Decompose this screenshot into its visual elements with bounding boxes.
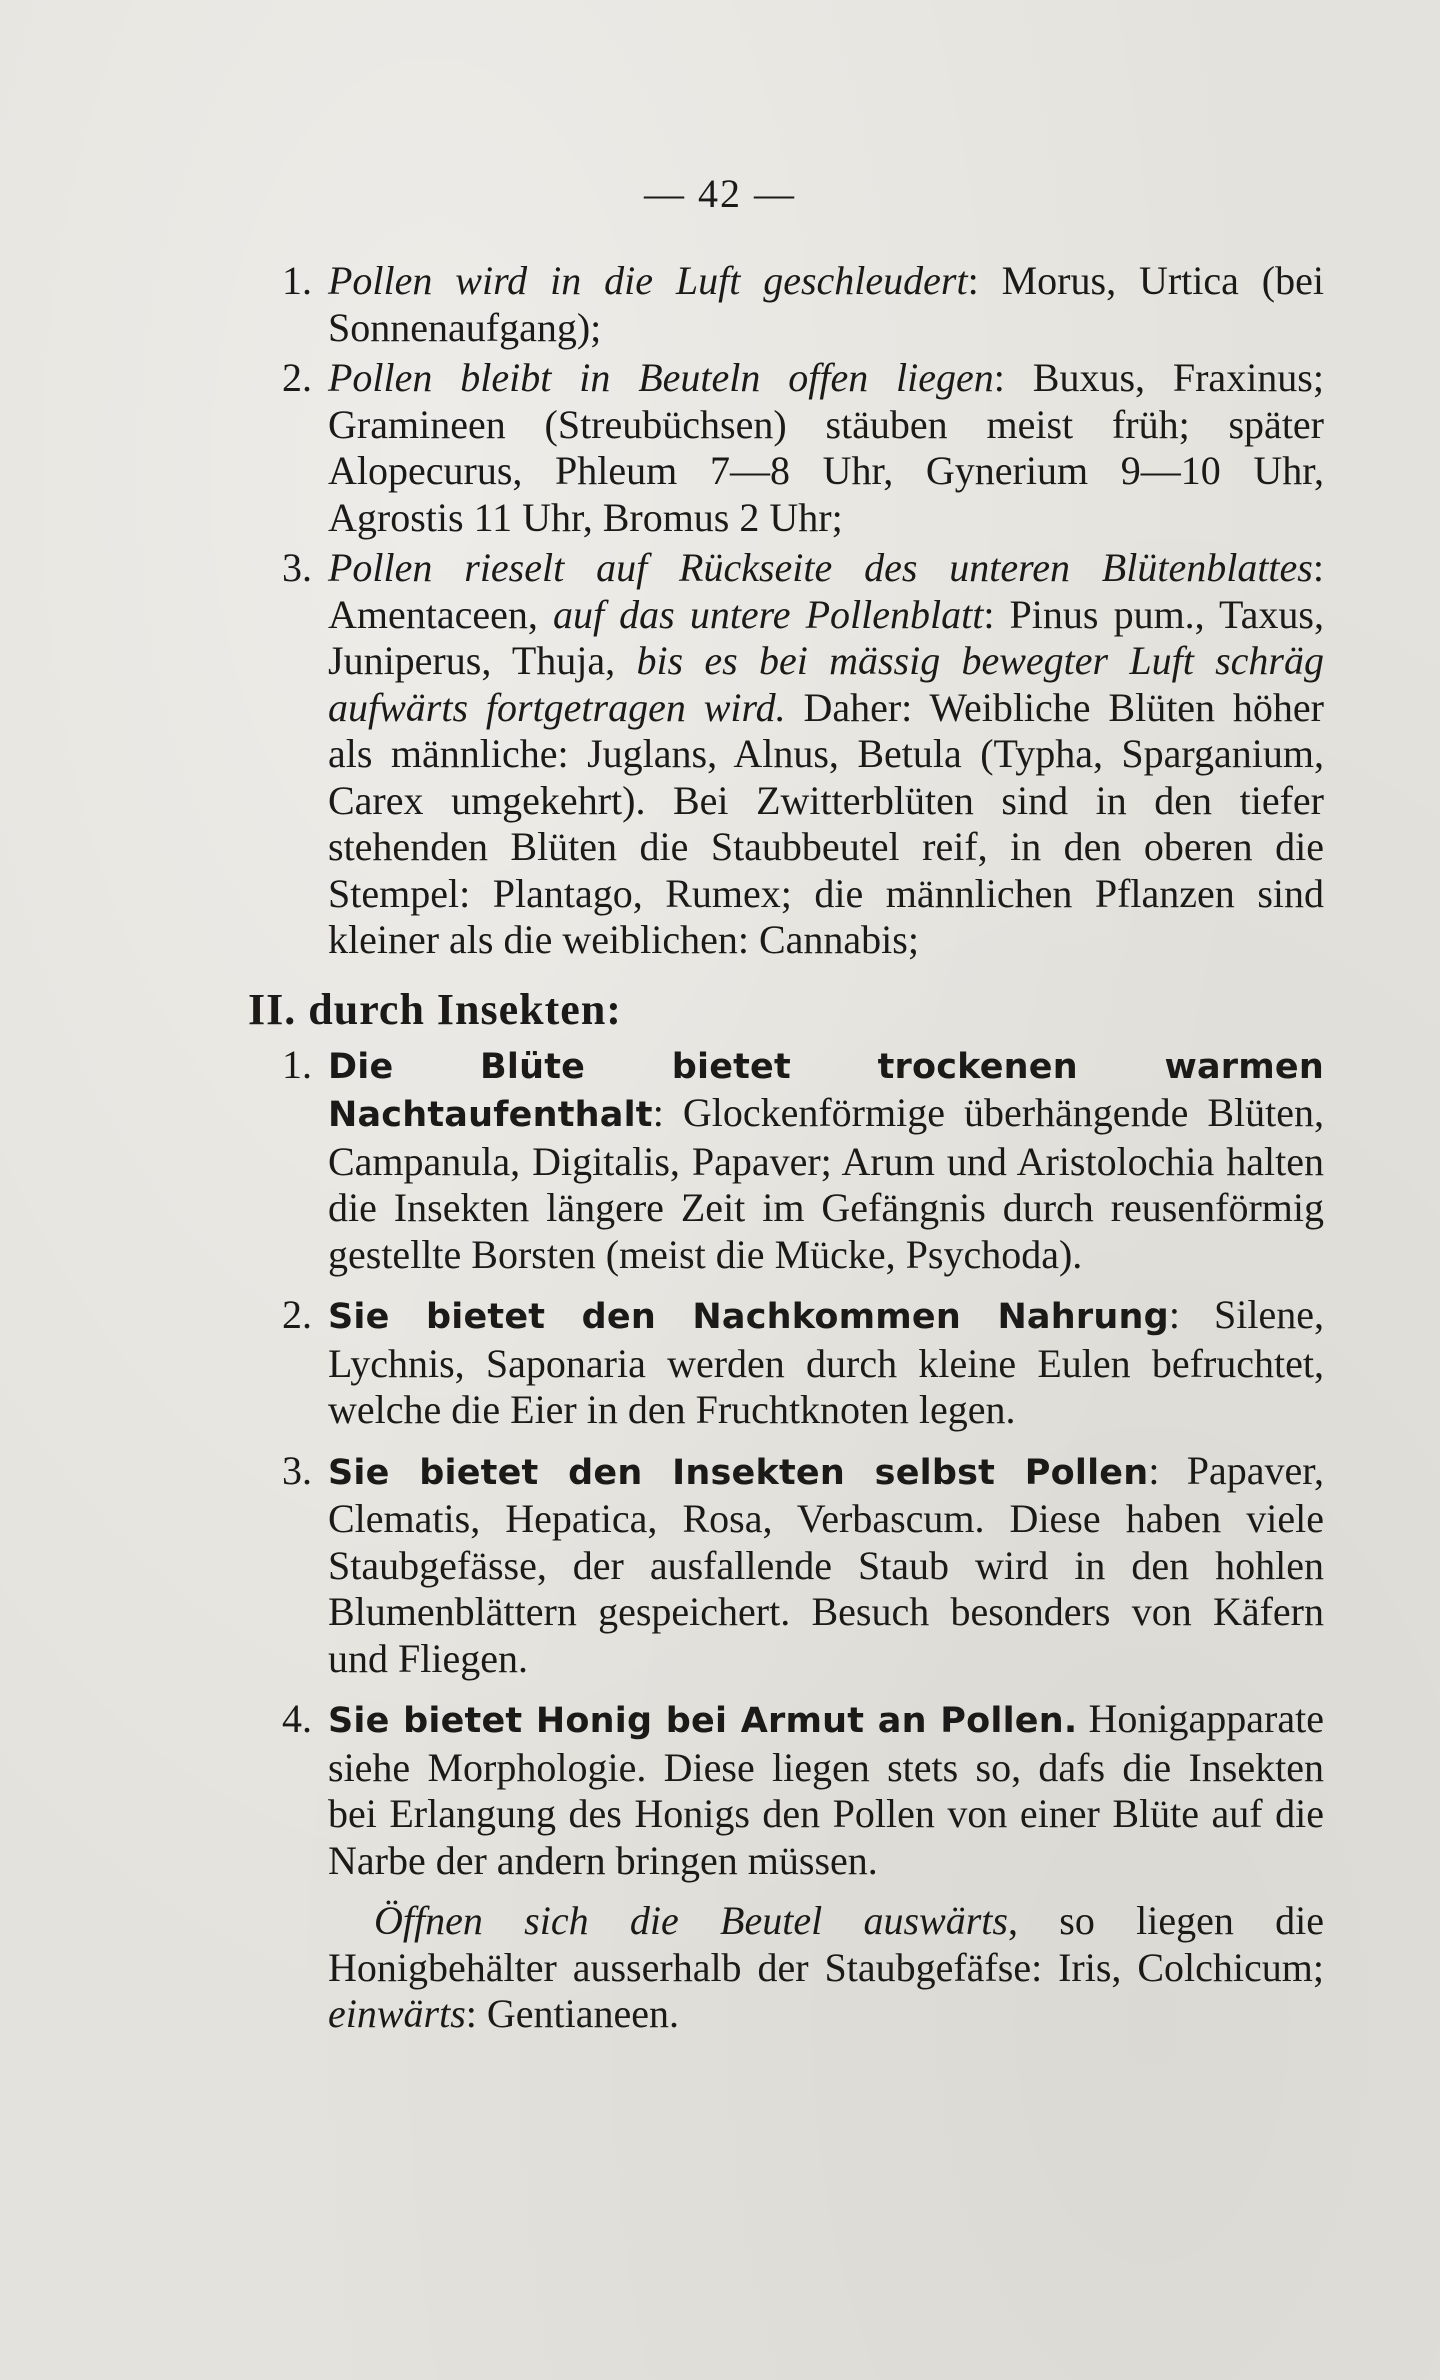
- item-emphasis: Pollen rieselt auf Rückseite des unteren Blütenblattes: [328, 545, 1313, 590]
- item-emphasis: Pollen wird in die Luft geschleudert: [328, 258, 968, 303]
- item-emphasis: auf das untere Pollenblatt: [552, 591, 984, 637]
- paragraph-emphasis: Öffnen sich die Beutel auswärts: [374, 1898, 1008, 1943]
- list-item: [282, 1696, 1324, 1884]
- item-body: Honigapparate siehe Morphologie. Diese liegen stets so, dafs die Insekten bei Erlangung des Honigs den Pollen von einer Blüte auf die Narbe der andern bringen müssen.: [328, 1696, 1324, 1883]
- list-item: [282, 355, 1324, 541]
- item-body: Daher: Weibliche Blüten höher als männliche: Juglans, Alnus, Betula (Typha, Sparganium, Carex umgekehrt). Bei Zwitterblüten sind in den tiefer stehenden Blüten die Staubbeutel reif, in den oberen die Stempel: Plantago, Rumex; die männlichen Pflanzen sind kleiner als die weiblichen: Cannabis;: [328, 684, 1324, 962]
- list-item: [282, 1448, 1324, 1683]
- section-heading: II. durch Insekten:: [248, 984, 622, 1034]
- item-text: [328, 1696, 1324, 1884]
- list-item: [282, 258, 1324, 351]
- list-item: [282, 1042, 1324, 1279]
- closing-paragraph: [282, 1898, 1324, 2038]
- item-body: : Glockenförmige überhängende Blüten, Campanula, Digitalis, Papaver; Arum und Aristolochia halten die Insekten längere Zeit im Gefängnis durch reusenförmig gestellte Borsten (meist die Mücke, Psychoda).: [328, 1090, 1324, 1277]
- item-number: 2.: [282, 355, 312, 400]
- item-text: [328, 545, 1324, 964]
- item-number: 4.: [282, 1696, 312, 1741]
- item-number: 3.: [282, 545, 312, 590]
- item-text: [328, 1042, 1324, 1279]
- item-body: : Papaver, Clematis, Hepatica, Rosa, Verbascum. Diese haben viele Staubgefässe, der ausfallende Staub wird in den hohlen Blumenblättern gespeichert. Besuch besonders von Käfern und Fliegen.: [328, 1447, 1324, 1681]
- item-number: 2.: [282, 1292, 312, 1337]
- item-text: [328, 1448, 1324, 1683]
- paragraph-body: , so liegen die Honigbehälter ausserhalb der Staubgefäfse: Iris, Colchicum;: [328, 1898, 1325, 1990]
- item-number: 1.: [282, 1041, 312, 1087]
- page-content: [248, 258, 1325, 2078]
- item-emphasis: Pollen bleibt in Beuteln offen liegen: [328, 355, 994, 400]
- item-body: : Pinus pum., Taxus, Juniperus, Thuja,: [328, 591, 1324, 683]
- item-text: [328, 1292, 1324, 1434]
- item-text: [328, 258, 1324, 351]
- item-body: : Morus, Urtica (bei Sonnenaufgang);: [328, 258, 1324, 350]
- paragraph-body: : Gentianeen.: [465, 1991, 680, 2036]
- item-heading: Sie bietet den Nachkommen Nahrung: [328, 1297, 1169, 1337]
- item-number: 1.: [282, 258, 312, 303]
- item-heading: Die Blüte bietet trockenen warmen Nachtaufenthalt: [328, 1046, 1324, 1135]
- list-item: [282, 1292, 1324, 1434]
- item-text: [328, 355, 1324, 541]
- paragraph-emphasis: einwärts: [328, 1991, 466, 2036]
- page-number: — 42 —: [644, 171, 796, 216]
- item-heading: Sie bietet den Insekten selbst Pollen: [328, 1452, 1149, 1493]
- item-emphasis: bis es bei mässig bewegter Luft schräg aufwärts fortgetragen wird.: [328, 638, 1324, 730]
- list-item: [282, 545, 1324, 964]
- item-body: : Amentaceen,: [328, 545, 1324, 637]
- item-body: : Buxus, Fraxinus; Gramineen (Streubüchsen) stäuben meist früh; später Alopecurus, Phleum 7—8 Uhr, Gynerium 9—10 Uhr, Agrostis 11 Uhr, Bromus 2 Uhr;: [328, 355, 1324, 540]
- item-number: 3.: [282, 1447, 312, 1493]
- item-heading: Sie bietet Honig bei Armut an Pollen.: [328, 1701, 1078, 1741]
- item-body: : Silene, Lychnis, Saponaria werden durch kleine Eulen befruchtet, welche die Eier in den Fruchtknoten legen.: [328, 1292, 1324, 1432]
